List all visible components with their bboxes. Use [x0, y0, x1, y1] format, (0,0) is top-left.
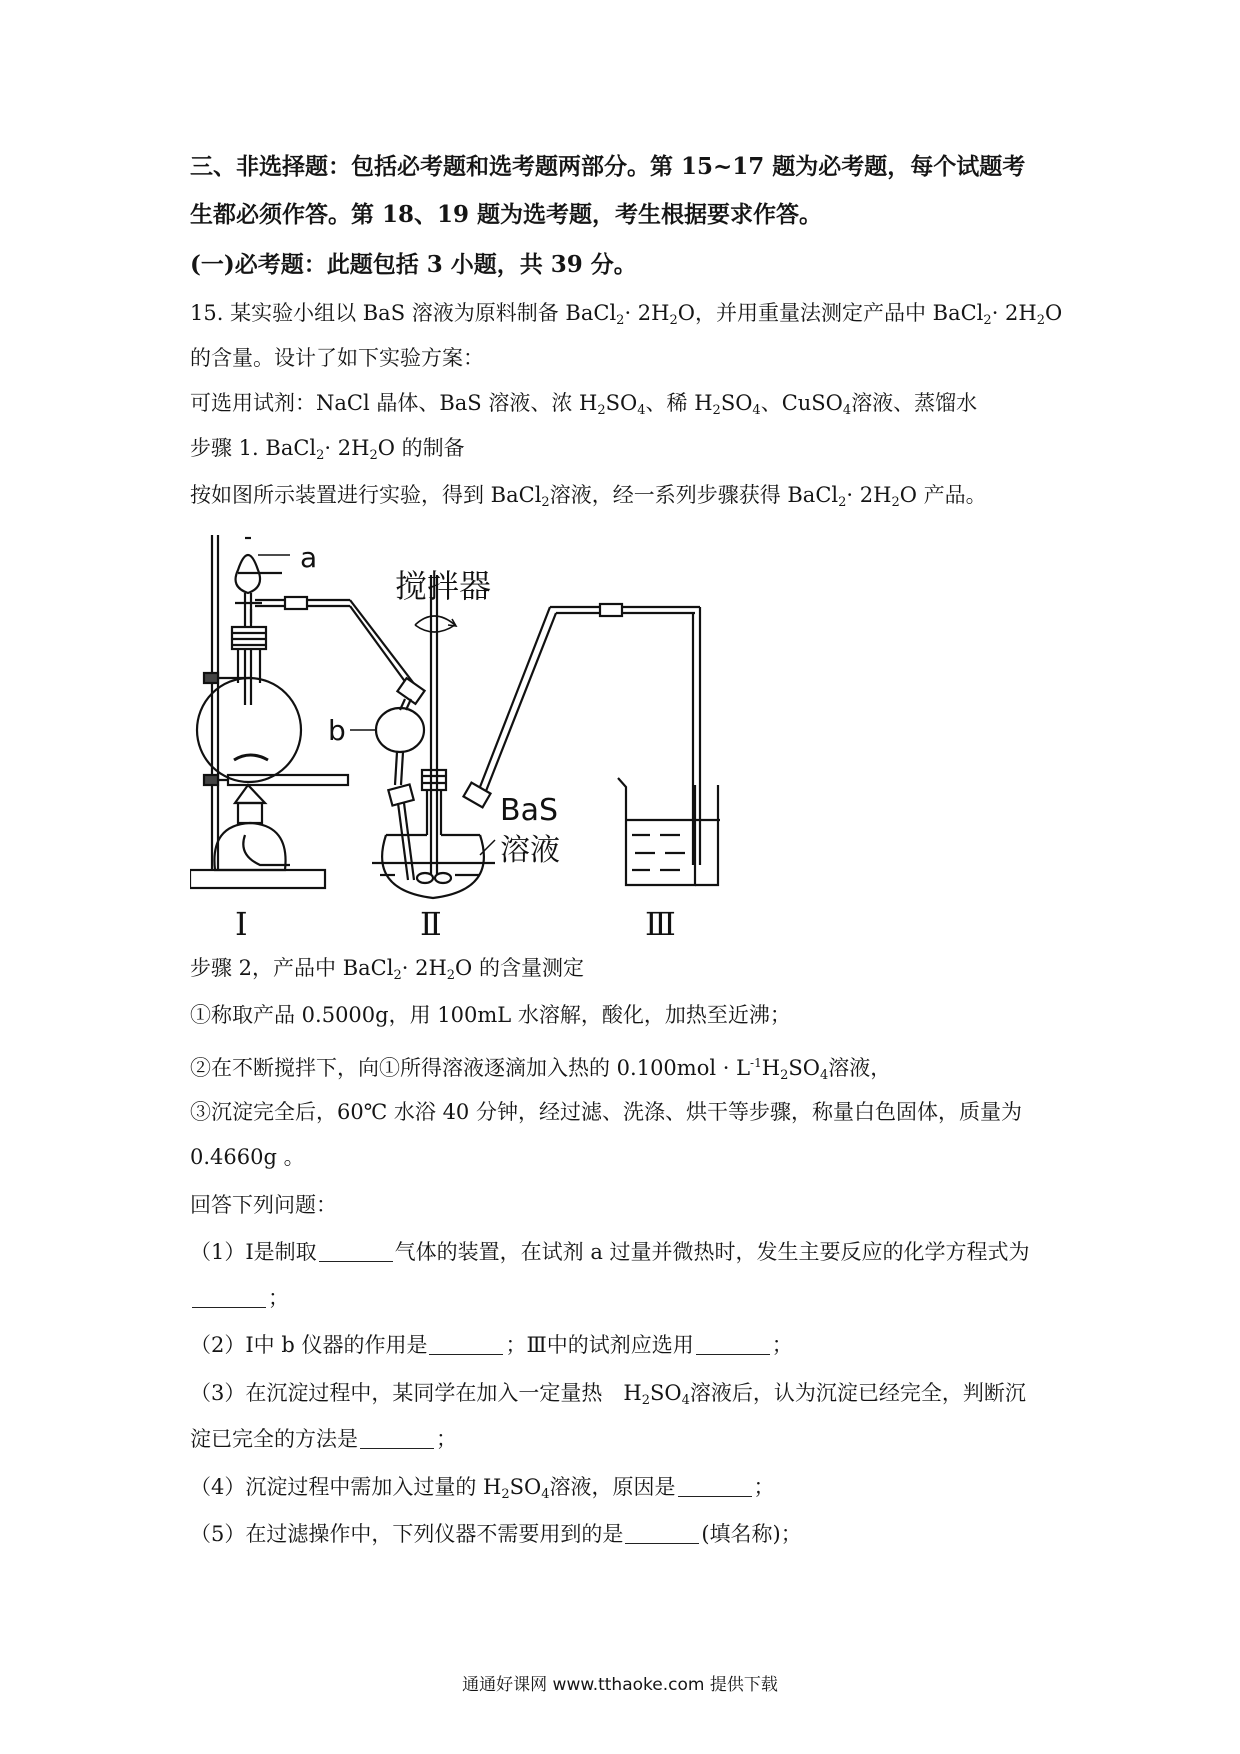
- label-II: Ⅱ: [420, 905, 442, 940]
- q15-step2-item2: ②在不断搅拌下，向①所得溶液逐滴加入热的 $0.100mol \cdot L^{-1}H_2SO_4$溶液，: [190, 1056, 892, 1083]
- apparatus-III: [618, 607, 720, 885]
- subquestion-3: （3）在沉淀过程中，某同学在加入一定量热 $H_2SO_4$溶液后，认为沉淀已经完全，判断沉: [190, 1381, 1026, 1408]
- section-heading-line2: 生都必须作答。第 18、19 题为选考题，考生根据要求作答。: [190, 201, 823, 228]
- answer-blank[interactable]: [192, 1287, 266, 1308]
- label-a: a: [300, 541, 318, 574]
- subquestion-2: （2）I中 b 仪器的作用是 ；Ⅲ中的试剂应选用 ；: [190, 1333, 793, 1357]
- label-b: b: [328, 714, 346, 747]
- subquestion-1-cont: ；: [190, 1283, 289, 1313]
- q15-step1-title: 步骤 1. BaCl$_2$· $2H_2O$ 的制备: [190, 436, 465, 463]
- label-bas: BaS: [500, 793, 559, 828]
- q15-step2-item1: ①称取产品 0.5000g，用 100mL 水溶解，酸化，加热至近沸；: [190, 1003, 791, 1027]
- q15-step2-title: 步骤 2，产品中 BaCl$_2$· $2H_2O$ 的含量测定: [190, 956, 584, 983]
- section-subheading: (一)必考题：此题包括 3 小题，共 39 分。: [190, 251, 637, 278]
- subquestion-4: （4）沉淀过程中需加入过量的 $H_2SO_4$溶液，原因是 ；: [190, 1475, 775, 1502]
- answer-blank[interactable]: [696, 1334, 770, 1355]
- apparatus-diagram: [190, 535, 1070, 940]
- subquestion-3-cont: 淀已完全的方法是 ；: [190, 1427, 457, 1451]
- answer-blank[interactable]: [319, 1241, 393, 1262]
- q15-step2-item3-mass: 0.4660g 。: [190, 1145, 305, 1169]
- section-heading-line1: 三、非选择题：包括必考题和选考题两部分。第 15~17 题为必考题，每个试题考: [190, 153, 1026, 180]
- subquestion-5: （5）在过滤操作中，下列仪器不需要用到的是 (填名称)；: [190, 1522, 802, 1546]
- footer-credit: 通通好课网 www.tthaoke.com 提供下载: [462, 1675, 778, 1695]
- q15-step1-desc: 按如图所示装置进行实验，得到 BaCl$_2$溶液，经一系列步骤获得 BaCl$_2$· $2H_2O$ 产品。: [190, 483, 987, 510]
- answer-blank[interactable]: [429, 1334, 503, 1355]
- label-solution: 溶液: [500, 833, 560, 868]
- answer-blank[interactable]: [678, 1476, 752, 1497]
- apparatus-I: [190, 535, 415, 888]
- answer-prompt: 回答下列问题：: [190, 1193, 337, 1217]
- q15-intro: 15. 某实验小组以 BaS 溶液为原料制备 BaCl$_2$· $2H_2O$，并用重量法测定产品中 BaCl$_2$· $2H_2O$: [190, 301, 1063, 328]
- subquestion-1: （1）I是制取 气体的装置，在试剂 a 过量并微热时，发生主要反应的化学方程式为: [190, 1240, 1030, 1264]
- label-III: Ⅲ: [645, 905, 676, 940]
- q15-intro2: 的含量。设计了如下实验方案：: [190, 346, 484, 370]
- label-stirrer: 搅拌器: [395, 567, 492, 605]
- answer-blank[interactable]: [625, 1523, 699, 1544]
- label-I: Ⅰ: [235, 905, 248, 940]
- q15-reagents: 可选用试剂：NaCl 晶体、BaS 溶液、浓 $H_2SO_4$、稀 $H_2SO_4$、CuSO$_4$溶液、蒸馏水: [190, 391, 978, 418]
- q15-step2-item3: ③沉淀完全后，60℃ 水浴 40 分钟，经过滤、洗涤、烘干等步骤，称量白色固体，质量为: [190, 1100, 1022, 1124]
- answer-blank[interactable]: [360, 1428, 434, 1449]
